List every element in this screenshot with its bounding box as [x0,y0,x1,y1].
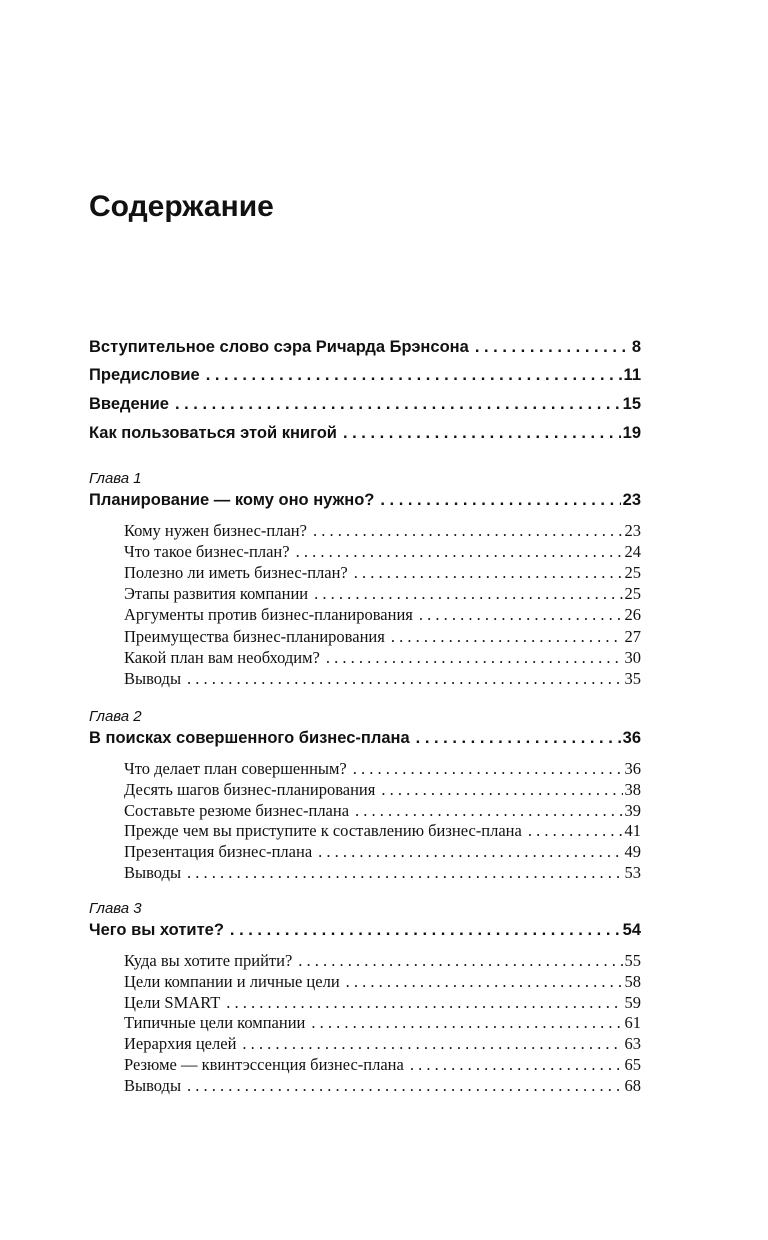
entry-title: Цели SMART [124,993,221,1012]
page-number: 59 [624,993,641,1012]
chapter-entry[interactable] [89,921,641,945]
page-number: 65 [624,1055,641,1074]
dot-leader [381,780,622,800]
dot-leader [187,1076,622,1096]
dot-leader [346,972,623,992]
page-number: 23 [624,521,641,540]
section-entry[interactable] [124,648,641,669]
section-entry[interactable] [124,605,641,626]
section-entry[interactable] [124,1013,641,1034]
page-number: 61 [624,1013,641,1032]
entry-title: Выводы [124,1076,182,1095]
entry-title: Полезно ли иметь бизнес-план? [124,563,348,582]
entry-title: Что делает план совершенным? [124,759,347,778]
entry-title: Как пользоваться этой книгой [89,424,337,442]
page-number: 53 [624,863,641,882]
toc-entry[interactable] [89,395,641,419]
dot-leader [311,1013,622,1033]
chapter-label: Глава 1 [89,470,142,487]
section-entry[interactable] [124,972,641,993]
entry-title: Резюме — квинтэссенция бизнес-плана [124,1055,404,1074]
section-entry[interactable] [124,863,641,884]
dot-leader [355,801,622,821]
section-entry[interactable] [124,1055,641,1076]
page-number: 41 [624,821,641,840]
section-entry[interactable] [124,759,641,780]
chapter-entry[interactable] [89,491,641,515]
entry-title: Прежде чем вы приступите к составлению бизнес-плана [124,821,522,840]
entry-title: Иерархия целей [124,1034,237,1053]
entry-title: Какой план вам необходим? [124,648,320,667]
section-entry[interactable] [124,669,641,690]
entry-title: Выводы [124,863,182,882]
dot-leader [419,605,623,625]
dot-leader [528,821,623,841]
page-number: 58 [624,972,641,991]
toc-entry[interactable] [89,424,641,448]
dot-leader [354,563,623,583]
dot-leader [410,1055,623,1075]
section-entry[interactable] [124,821,641,842]
page-number: 68 [624,1076,641,1095]
page-number: 23 [622,491,641,509]
chapter-label: Глава 3 [89,900,142,917]
entry-title: Предисловие [89,366,200,384]
dot-leader [318,842,622,862]
entry-title: Этапы развития компании [124,584,309,603]
section-entry[interactable] [124,563,641,584]
dot-leader [313,521,623,541]
page-number: 38 [624,780,641,799]
page-number: 39 [624,801,641,820]
dot-leader [206,366,622,385]
dot-leader [416,729,621,748]
page-number: 25 [624,584,641,603]
section-entry[interactable] [124,780,641,801]
section-entry[interactable] [124,951,641,972]
section-entry[interactable] [124,627,641,648]
dot-leader [343,424,621,443]
entry-title: Десять шагов бизнес-планирования [124,780,376,799]
dot-leader [475,338,630,357]
page-number: 26 [624,605,641,624]
page-number: 19 [622,424,641,442]
section-entry[interactable] [124,801,641,822]
entry-title: Кому нужен бизнес-план? [124,521,307,540]
entry-title: Что такое бизнес-план? [124,542,290,561]
section-entry[interactable] [124,842,641,863]
dot-leader [175,395,621,414]
dot-leader [187,863,622,883]
page-number: 11 [623,366,641,384]
page-number: 49 [624,842,641,861]
page-number: 30 [624,648,641,667]
dot-leader [298,951,622,971]
page-number: 27 [624,627,641,646]
dot-leader [326,648,623,668]
entry-title: Введение [89,395,169,413]
section-entry[interactable] [124,993,641,1014]
section-entry[interactable] [124,542,641,563]
entry-title: Аргументы против бизнес-планирования [124,605,413,624]
chapter-entry[interactable] [89,729,641,753]
dot-leader [187,669,622,689]
dot-leader [230,921,621,940]
dot-leader [391,627,623,647]
page-number: 54 [622,921,641,939]
page-number: 25 [624,563,641,582]
page-number: 36 [624,759,641,778]
entry-title: Составьте резюме бизнес-плана [124,801,350,820]
page-title: Содержание [89,190,274,223]
toc-entry[interactable] [89,366,641,390]
entry-title: Типичные цели компании [124,1013,306,1032]
entry-title: Выводы [124,669,182,688]
section-entry[interactable] [124,521,641,542]
entry-title: Планирование — кому оно нужно? [89,491,375,509]
section-entry[interactable] [124,584,641,605]
page-number: 35 [624,669,641,688]
entry-title: Преимущества бизнес-планирования [124,627,385,646]
entry-title: Вступительное слово сэра Ричарда Брэнсона [89,338,469,356]
page-number: 55 [624,951,641,970]
dot-leader [314,584,622,604]
dot-leader [353,759,623,779]
page-number: 15 [622,395,641,413]
entry-title: Цели компании и личные цели [124,972,340,991]
page-number: 36 [622,729,641,747]
dot-leader [242,1034,622,1054]
entry-title: Чего вы хотите? [89,921,224,939]
page-number: 63 [624,1034,641,1053]
entry-title: Презентация бизнес-плана [124,842,313,861]
toc-entry[interactable] [89,338,641,362]
dot-leader [296,542,623,562]
dot-leader [380,491,620,510]
section-entry[interactable] [124,1076,641,1097]
chapter-label: Глава 2 [89,708,142,725]
page-number: 8 [631,338,641,356]
entry-title: В поисках совершенного бизнес-плана [89,729,410,747]
entry-title: Куда вы хотите прийти? [124,951,293,970]
section-entry[interactable] [124,1034,641,1055]
page-number: 24 [624,542,641,561]
dot-leader [226,993,622,1013]
